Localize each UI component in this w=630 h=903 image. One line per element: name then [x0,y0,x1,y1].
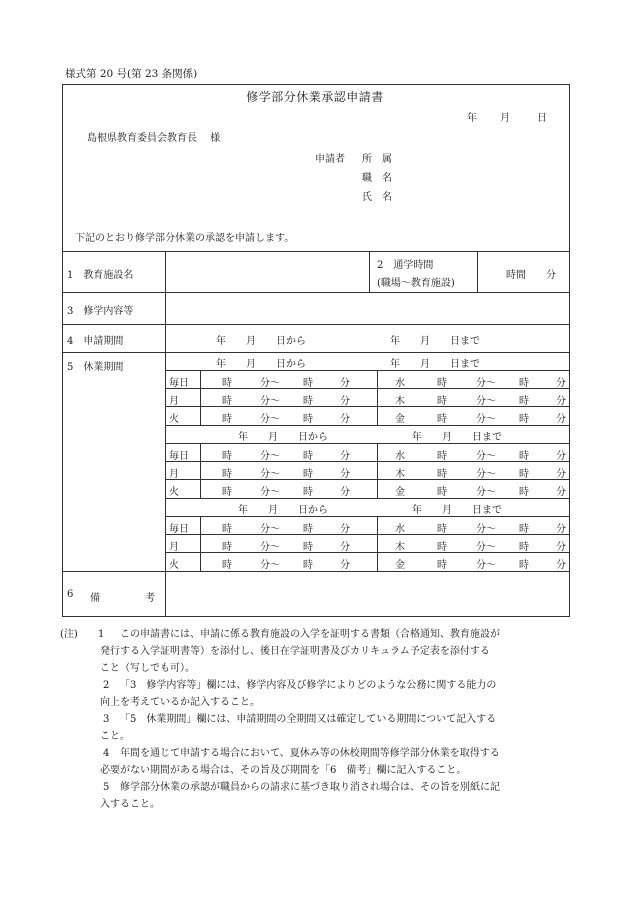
minute-range-mark: 分～ [260,560,280,572]
hour-mark: 時 [437,396,447,408]
note-number: 5 [103,782,110,793]
hour-mark: 時 [222,524,232,535]
hour-mark: 時 [437,487,447,499]
minute-range-mark: 分～ [260,542,280,554]
minute-mark: 分 [556,378,566,389]
weekday-label: 金 [395,414,405,426]
applicant-label: 申請者 [315,154,345,165]
minute-range-mark: 分～ [260,414,280,426]
date-year: 年 [467,113,477,124]
weekday-label: 金 [395,560,405,572]
hour-mark: 時 [437,414,447,426]
hour-mark: 時 [303,469,313,481]
affiliation-label: 所 属 [362,154,392,165]
minute-range-mark: 分～ [260,396,280,408]
minute-range-mark: 分～ [476,542,496,554]
content-label: 3 修学内容等 [67,306,134,317]
minute-range-mark: 分～ [476,378,496,389]
commute-sub-label: (職場～教育施設) [377,278,455,289]
hour-mark: 時 [437,469,447,481]
minute-mark: 分 [556,396,566,408]
time-row-line [165,479,570,480]
minute-mark: 分 [556,451,566,462]
divider [62,324,570,325]
hour-mark: 時 [437,560,447,572]
hour-mark: 時 [437,542,447,554]
note-item [60,779,575,813]
addressee: 島根県教育委員会教育長 様 [87,133,221,144]
hour-mark: 時 [519,414,529,426]
hour-mark: 時 [519,524,529,535]
divider [62,352,570,353]
minute-mark: 分 [556,414,566,426]
minute-mark: 分 [340,487,350,499]
hour-mark: 時 [519,487,529,499]
day-column-line [200,516,201,571]
remarks-char-b: 考 [145,593,155,604]
note-line: こと（写しでも可）。 [100,663,195,674]
minute-range-mark: 分～ [260,524,280,535]
time-row-line [165,443,570,444]
time-row-line [165,516,570,517]
half-divider-line [377,370,378,425]
time-row-line [165,552,570,553]
note-line: 発行する入学証明書等）を添付し、後日在学証明書及びカリキュラム予定表を添付する [100,646,490,657]
note-item [60,677,575,711]
hour-mark: 時 [519,378,529,389]
minute-mark: 分 [556,524,566,535]
minute-range-mark: 分～ [260,469,280,481]
hour-mark: 時 [519,451,529,462]
minute-range-mark: 分～ [476,524,496,535]
note-line: こと。 [100,731,130,742]
hour-mark: 時 [303,451,313,462]
time-row-line [165,534,570,535]
note-item [60,711,575,745]
name-label: 氏 名 [362,192,392,203]
weekday-label: 毎日 [169,524,189,535]
hour-mark: 時 [437,524,447,535]
leave-period-to: 年 月 日まで [390,359,480,370]
weekday-label: 月 [169,469,179,481]
hour-mark: 時 [519,396,529,408]
minute-mark: 分 [340,560,350,572]
minute-range-mark: 分～ [476,451,496,462]
hour-mark: 時 [222,469,232,481]
institution-label: 1 教育施設名 [67,270,134,281]
weekday-label: 木 [395,396,405,408]
day-column-line [200,370,201,425]
weekday-label: 火 [169,487,179,499]
hour-mark: 時 [222,487,232,499]
block-divider [165,425,570,426]
hour-mark: 時 [437,451,447,462]
minute-mark: 分 [340,469,350,481]
leave-period-from: 年 月 日から [238,432,328,443]
hour-mark: 時 [519,560,529,572]
day-column-line [200,443,201,498]
minute-range-mark: 分～ [476,414,496,426]
date-month: 月 [500,113,510,124]
minute-mark: 分 [340,451,350,462]
commute-column-line [477,251,478,292]
date-day: 日 [537,113,547,124]
minute-mark: 分 [556,542,566,554]
weekday-label: 毎日 [169,451,189,462]
divider [62,292,570,293]
leave-period-from: 年 月 日から [238,505,328,516]
weekday-label: 毎日 [169,378,189,389]
minute-range-mark: 分～ [476,487,496,499]
note-line: 必要がない期間がある場合は、その旨及び期間を「6 備考」欄に記入すること。 [100,765,467,776]
hour-mark: 時 [519,469,529,481]
note-number: 2 [103,680,110,691]
position-label: 職 名 [362,173,392,184]
weekday-label: 火 [169,414,179,426]
note-number: 3 [103,714,110,725]
label-column-line [165,251,166,617]
apply-period-label: 4 申請期間 [67,336,124,347]
hour-mark: 時 [222,560,232,572]
minute-range-mark: 分～ [476,469,496,481]
minute-range-mark: 分～ [260,451,280,462]
note-line: 「3 修学内容等」欄には、修学内容及び修学によりどのような公務に関する能力の [120,680,497,691]
divider [62,251,570,252]
note-line: 入すること。 [100,799,160,810]
half-divider-line [377,516,378,571]
commute-value: 時間 分 [506,270,556,281]
time-row-line [165,406,570,407]
time-row-line [165,461,570,462]
apply-period-to: 年 月 日まで [390,336,480,347]
hour-mark: 時 [437,378,447,389]
note-line: この申請書には、申請に係る教育施設の入学を証明する書類（合格通知、教育施設が [120,629,500,640]
remarks-num: 6 [67,589,74,600]
hour-mark: 時 [303,560,313,572]
weekday-label: 月 [169,396,179,408]
form-title: 修学部分休業承認申請書 [246,90,384,104]
hour-mark: 時 [222,414,232,426]
minute-mark: 分 [340,396,350,408]
hour-mark: 時 [303,487,313,499]
notes-list [60,626,575,813]
minute-range-mark: 分～ [476,560,496,572]
minute-mark: 分 [340,378,350,389]
notes-section [60,626,575,813]
leave-period-label: 5 休業期間 [67,362,124,373]
minute-mark: 分 [340,524,350,535]
hour-mark: 時 [303,414,313,426]
weekday-label: 木 [395,469,405,481]
weekday-label: 月 [169,542,179,554]
note-item [60,626,575,677]
apply-period-from: 年 月 日から [216,336,306,347]
half-divider-line [377,443,378,498]
notes-head: (注) [60,629,78,640]
hour-mark: 時 [222,451,232,462]
block-divider [165,498,570,499]
weekday-label: 火 [169,560,179,572]
note-number: 1 [98,629,105,640]
note-number: 4 [103,748,110,759]
minute-mark: 分 [556,487,566,499]
time-row-line [165,370,570,371]
note-line: 「5 休業期間」欄には、申請期間の全期間又は確定している期間について記入する [120,714,497,725]
hour-mark: 時 [303,396,313,408]
weekday-label: 水 [395,524,405,535]
minute-mark: 分 [340,414,350,426]
hour-mark: 時 [303,542,313,554]
weekday-label: 金 [395,487,405,499]
commute-column-line [369,251,370,292]
hour-mark: 時 [303,378,313,389]
hour-mark: 時 [519,542,529,554]
time-row-line [165,388,570,389]
leave-period-from: 年 月 日から [216,359,306,370]
form-number: 様式第 20 号(第 23 条関係) [65,68,198,80]
minute-range-mark: 分～ [260,487,280,499]
intro-text: 下記のとおり修学部分休業の承認を申請します。 [75,233,295,244]
minute-mark: 分 [556,469,566,481]
minute-mark: 分 [556,560,566,572]
hour-mark: 時 [303,524,313,535]
weekday-label: 水 [395,451,405,462]
note-line: 修学部分休業の承認が職員からの請求に基づき取り消され場合は、その旨を別紙に記 [120,782,500,793]
hour-mark: 時 [222,542,232,554]
weekday-label: 水 [395,378,405,389]
leave-period-to: 年 月 日まで [412,432,502,443]
note-line: 向上を考えているか記入すること。 [100,697,260,708]
weekday-label: 木 [395,542,405,554]
hour-mark: 時 [222,378,232,389]
note-item [60,745,575,779]
minute-range-mark: 分～ [260,378,280,389]
commute-label: 2 通学時間 [377,260,434,271]
minute-mark: 分 [340,542,350,554]
hour-mark: 時 [222,396,232,408]
minute-range-mark: 分～ [476,396,496,408]
note-line: 年間を通じて申請する場合において、夏休み等の休校期間等修学部分休業を取得する [120,748,500,759]
remarks-char-a: 備 [90,593,100,604]
leave-period-to: 年 月 日まで [412,505,502,516]
